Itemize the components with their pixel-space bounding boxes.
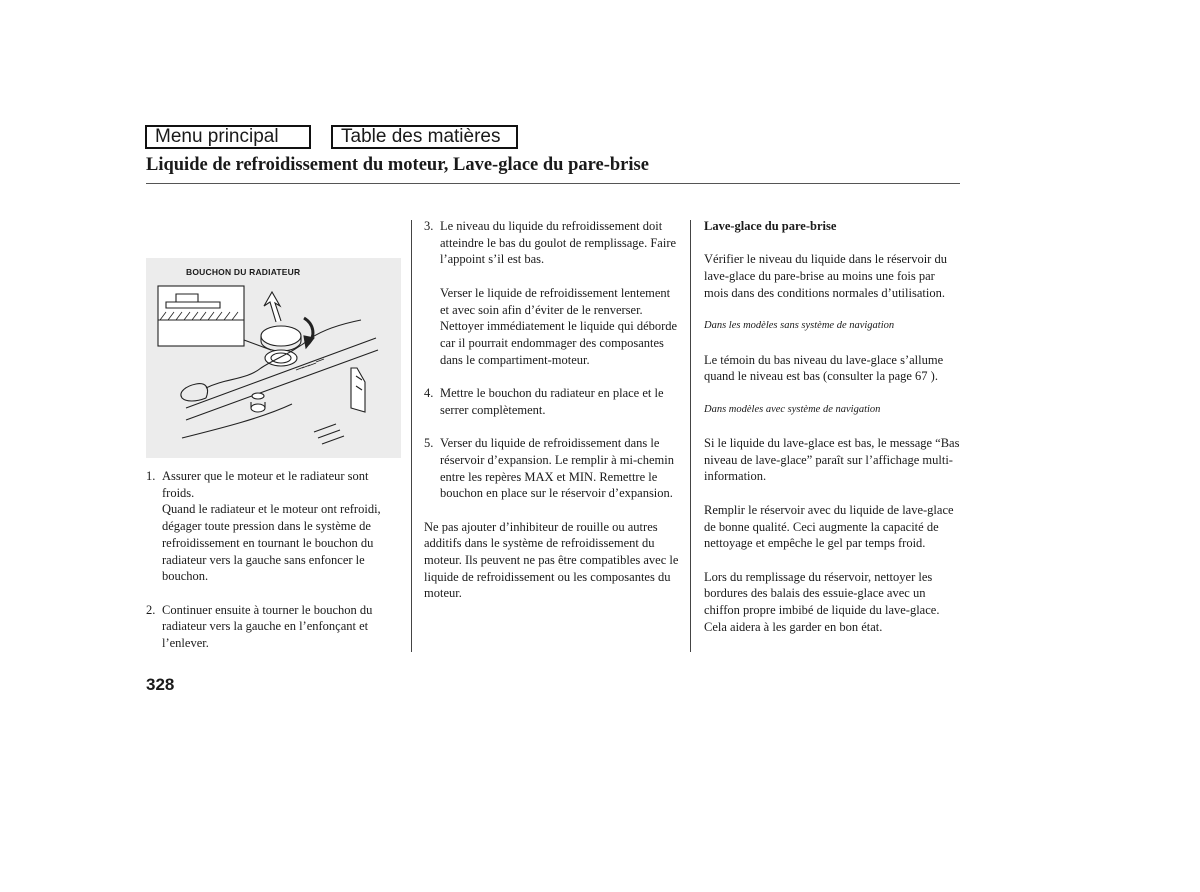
- intro-text: Vérifier le niveau du liquide dans le réservoir du lave-glace du pare-brise au moins une fois par mois dans des conditions normales d’utilisation.: [704, 252, 947, 300]
- section-heading: Lave-glace du pare-brise: [704, 219, 837, 233]
- step-text-detail: Quand le radiateur et le moteur ont refroidi, dégager toute pression dans le système de refroidissement en tournant le bouchon du radiateur vers la gauche sans enfoncer le bouchon.: [162, 502, 381, 584]
- step-text: Assurer que le moteur et le radiateur sont froids.: [162, 469, 369, 500]
- step-number: 2.: [146, 602, 156, 617]
- page-title: Liquide de refroidissement du moteur, Lave-glace du pare-brise: [146, 155, 649, 175]
- step-2: [146, 602, 401, 652]
- figure-label: BOUCHON DU RADIATEUR: [186, 267, 301, 277]
- step-number: 1.: [146, 469, 156, 483]
- radiator-drawing: [146, 258, 401, 458]
- refill-text: Remplir le réservoir avec du liquide de lave-glace de bonne qualité. Ceci augmente la capacité de nettoyage et empêche le gel par temps froid.: [704, 502, 954, 551]
- with-nav-text: Si le liquide du lave-glace est bas, le message “Bas niveau de lave-glace” paraît sur l’affichage multi-information.: [704, 436, 960, 484]
- column-right: [704, 218, 960, 652]
- step-number: 5.: [424, 436, 434, 451]
- step-1: [146, 468, 401, 602]
- step-3: [424, 218, 682, 385]
- column-middle: [424, 218, 682, 619]
- step-text: Le niveau du liquide du refroidissement doit atteindre le bas du goulot de remplissage. Faire l’appoint s’il est bas.: [440, 219, 677, 267]
- step-number: 3.: [424, 219, 434, 233]
- step-5: [424, 435, 682, 519]
- additive-note: Ne pas ajouter d’inhibiteur de rouille ou autres additifs dans le système de refroidissement du moteur. Ils peuvent ne pas être compatibles avec le liquide de refroidissement ou les composantes du moteur.: [424, 519, 679, 601]
- step-number: 4.: [424, 386, 434, 400]
- page-number: 328: [146, 675, 175, 694]
- radiator-cap-illustration: [146, 258, 401, 458]
- step-text: Continuer ensuite à tourner le bouchon du radiateur vers la gauche en l’enfonçant et l’enlever.: [162, 602, 373, 651]
- step-text-detail: Verser le liquide de refroidissement lentement et avec soin afin d’éviter de le renverser. Nettoyer immédiatement le liquide qui déborde car il pourrait endommager des composantes dans le compartiment-moteur.: [440, 285, 678, 367]
- step-4: [424, 385, 682, 435]
- cleaning-text: Lors du remplissage du réservoir, nettoyer les bordures des balais des essuie-glace avec un chiffon propre imbibé de liquide du lave-glace. Cela aidera à les garder en bon état.: [704, 569, 940, 634]
- step-text: Verser du liquide de refroidissement dans le réservoir d’expansion. Le remplir à mi-chemin entre les repères MAX et MIN. Remettre le bouchon en place sur le réservoir d’expansion.: [440, 436, 674, 501]
- title-divider: [146, 183, 960, 184]
- table-des-matieres-button[interactable]: Table des matières: [331, 125, 518, 149]
- column-divider: [411, 220, 412, 652]
- menu-principal-button[interactable]: Menu principal: [145, 125, 311, 149]
- subheading-no-nav: Dans les modèles sans système de navigation: [704, 320, 895, 332]
- subheading-with-nav: Dans modèles avec système de navigation: [704, 403, 881, 415]
- step-text: Mettre le bouchon du radiateur en place et le serrer complètement.: [440, 386, 664, 417]
- column-left: [146, 468, 401, 652]
- no-nav-text: Le témoin du bas niveau du lave-glace s’allume quand le niveau est bas (consulter la page 67 ).: [704, 352, 944, 384]
- column-divider: [690, 220, 691, 652]
